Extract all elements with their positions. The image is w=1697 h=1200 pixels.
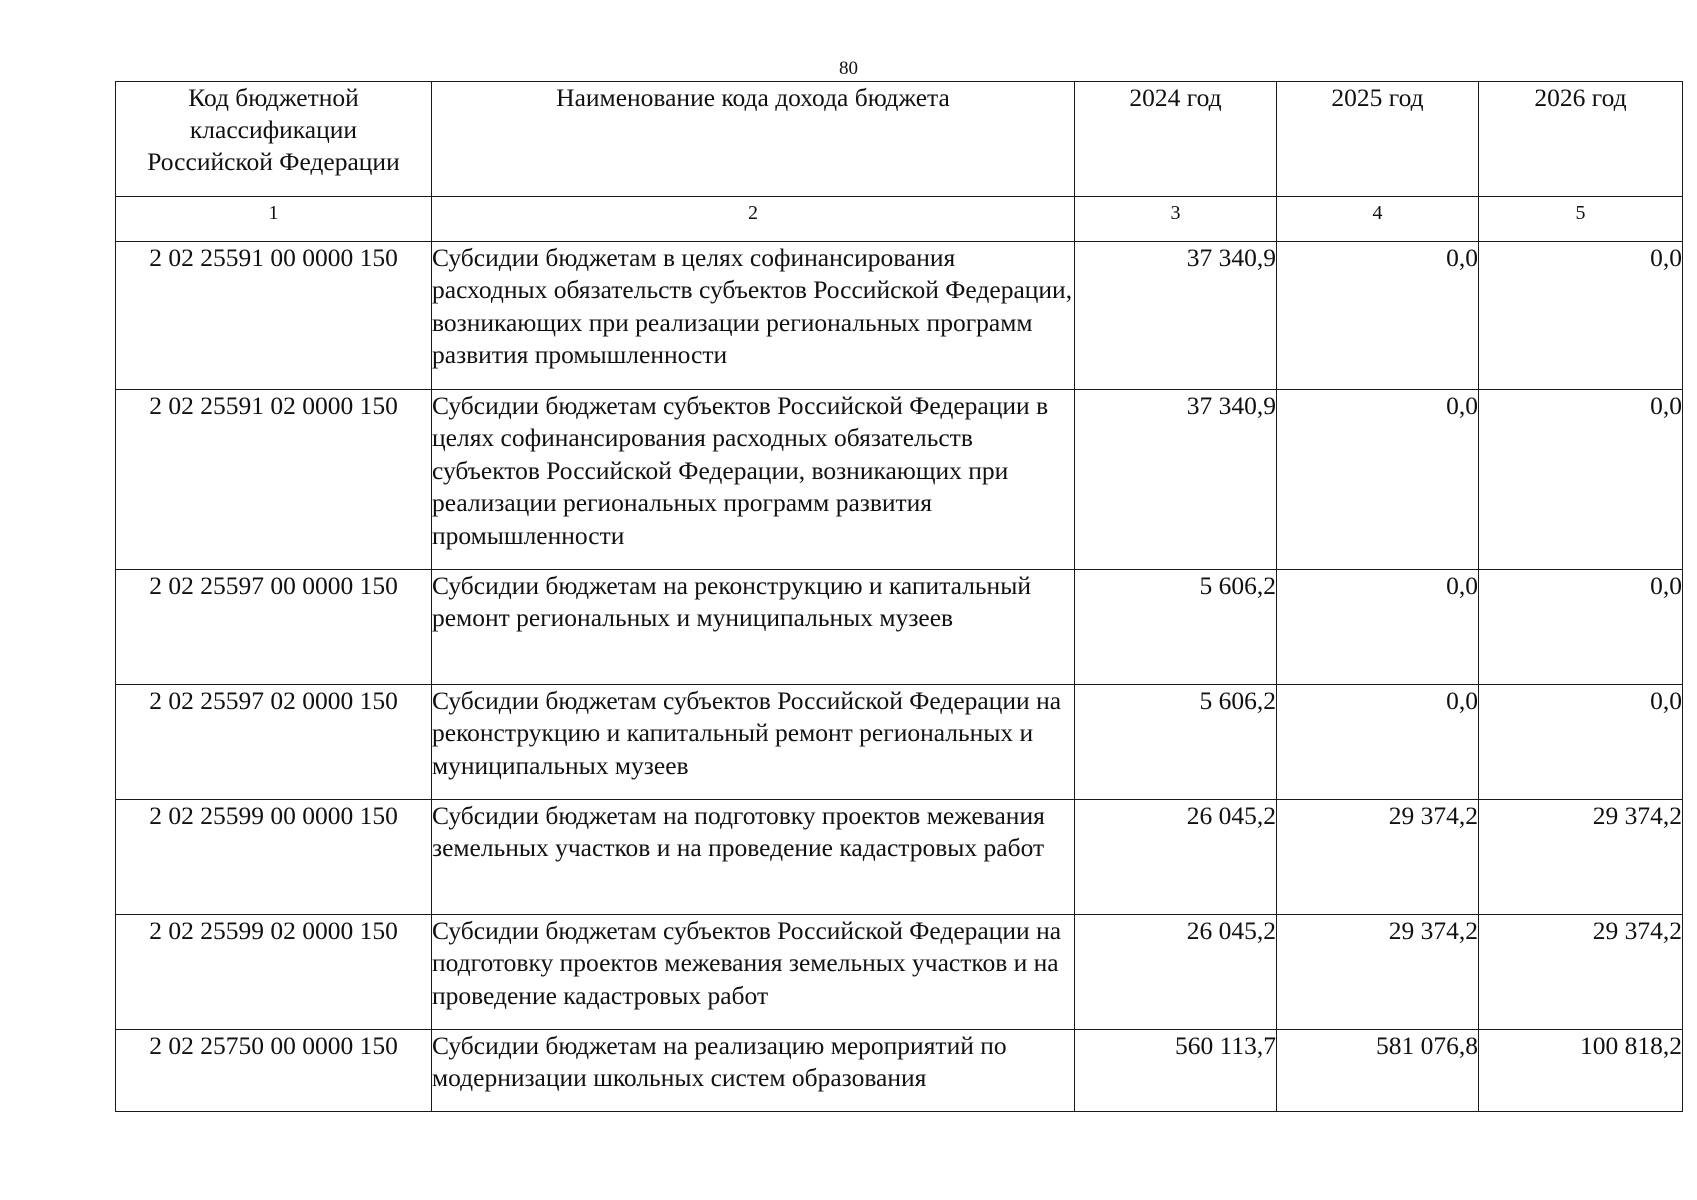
budget-code-cell: 2 02 25597 02 0000 150 [116,685,432,800]
budget-code-cell: 2 02 25591 00 0000 150 [116,242,432,390]
table-row [116,570,1683,685]
column-number: 1 [116,197,432,242]
revenue-name-cell: Субсидии бюджетам в целях софинансирования расходных обязательств субъектов Российской Федерации, возникающих при реализации региональных программ развития промышленности [432,242,1075,390]
table-row [116,685,1683,800]
revenue-name-cell: Субсидии бюджетам на реализацию мероприятий по модернизации школьных систем образования [432,1030,1075,1112]
value-2026-cell: 29 374,2 [1479,800,1683,915]
budget-code-cell: 2 02 25597 00 0000 150 [116,570,432,685]
header-year-2026: 2026 год [1479,82,1683,197]
header-budget-code: Код бюджетной классификации Российской Федерации [116,82,432,197]
value-2025-cell: 0,0 [1277,570,1479,685]
header-revenue-name: Наименование кода дохода бюджета [432,82,1075,197]
value-2025-cell: 0,0 [1277,242,1479,390]
budget-code-cell: 2 02 25591 02 0000 150 [116,390,432,570]
value-2024-cell: 5 606,2 [1075,685,1277,800]
value-2024-cell: 37 340,9 [1075,242,1277,390]
value-2025-cell: 581 076,8 [1277,1030,1479,1112]
header-year-2025: 2025 год [1277,82,1479,197]
value-2024-cell: 37 340,9 [1075,390,1277,570]
value-2024-cell: 5 606,2 [1075,570,1277,685]
table-row [116,800,1683,915]
revenue-name-cell: Субсидии бюджетам субъектов Российской Федерации на подготовку проектов межевания земельных участков и на проведение кадастровых работ [432,915,1075,1030]
revenue-name-cell: Субсидии бюджетам на подготовку проектов межевания земельных участков и на проведение кадастровых работ [432,800,1075,915]
value-2025-cell: 29 374,2 [1277,915,1479,1030]
value-2024-cell: 26 045,2 [1075,915,1277,1030]
value-2026-cell: 29 374,2 [1479,915,1683,1030]
budget-code-cell: 2 02 25750 00 0000 150 [116,1030,432,1112]
budget-revenue-table [115,81,1683,1112]
table-row [116,242,1683,390]
column-number: 5 [1479,197,1683,242]
value-2026-cell: 0,0 [1479,242,1683,390]
column-number-row [116,197,1683,242]
value-2025-cell: 0,0 [1277,685,1479,800]
table-row [116,915,1683,1030]
header-year-2024: 2024 год [1075,82,1277,197]
budget-code-cell: 2 02 25599 00 0000 150 [116,800,432,915]
revenue-name-cell: Субсидии бюджетам на реконструкцию и капитальный ремонт региональных и муниципальных музеев [432,570,1075,685]
table-row [116,1030,1683,1112]
page-number: 80 [839,58,858,79]
value-2026-cell: 0,0 [1479,685,1683,800]
column-number: 2 [432,197,1075,242]
value-2025-cell: 0,0 [1277,390,1479,570]
value-2026-cell: 100 818,2 [1479,1030,1683,1112]
value-2026-cell: 0,0 [1479,570,1683,685]
value-2024-cell: 26 045,2 [1075,800,1277,915]
value-2025-cell: 29 374,2 [1277,800,1479,915]
revenue-name-cell: Субсидии бюджетам субъектов Российской Федерации в целях софинансирования расходных обязательств субъектов Российской Федерации, возникающих при реализации региональных программ развития промышленности [432,390,1075,570]
column-number: 4 [1277,197,1479,242]
value-2026-cell: 0,0 [1479,390,1683,570]
column-number: 3 [1075,197,1277,242]
header-row [116,82,1683,197]
table-row [116,390,1683,570]
budget-code-cell: 2 02 25599 02 0000 150 [116,915,432,1030]
value-2024-cell: 560 113,7 [1075,1030,1277,1112]
revenue-name-cell: Субсидии бюджетам субъектов Российской Федерации на реконструкцию и капитальный ремонт региональных и муниципальных музеев [432,685,1075,800]
